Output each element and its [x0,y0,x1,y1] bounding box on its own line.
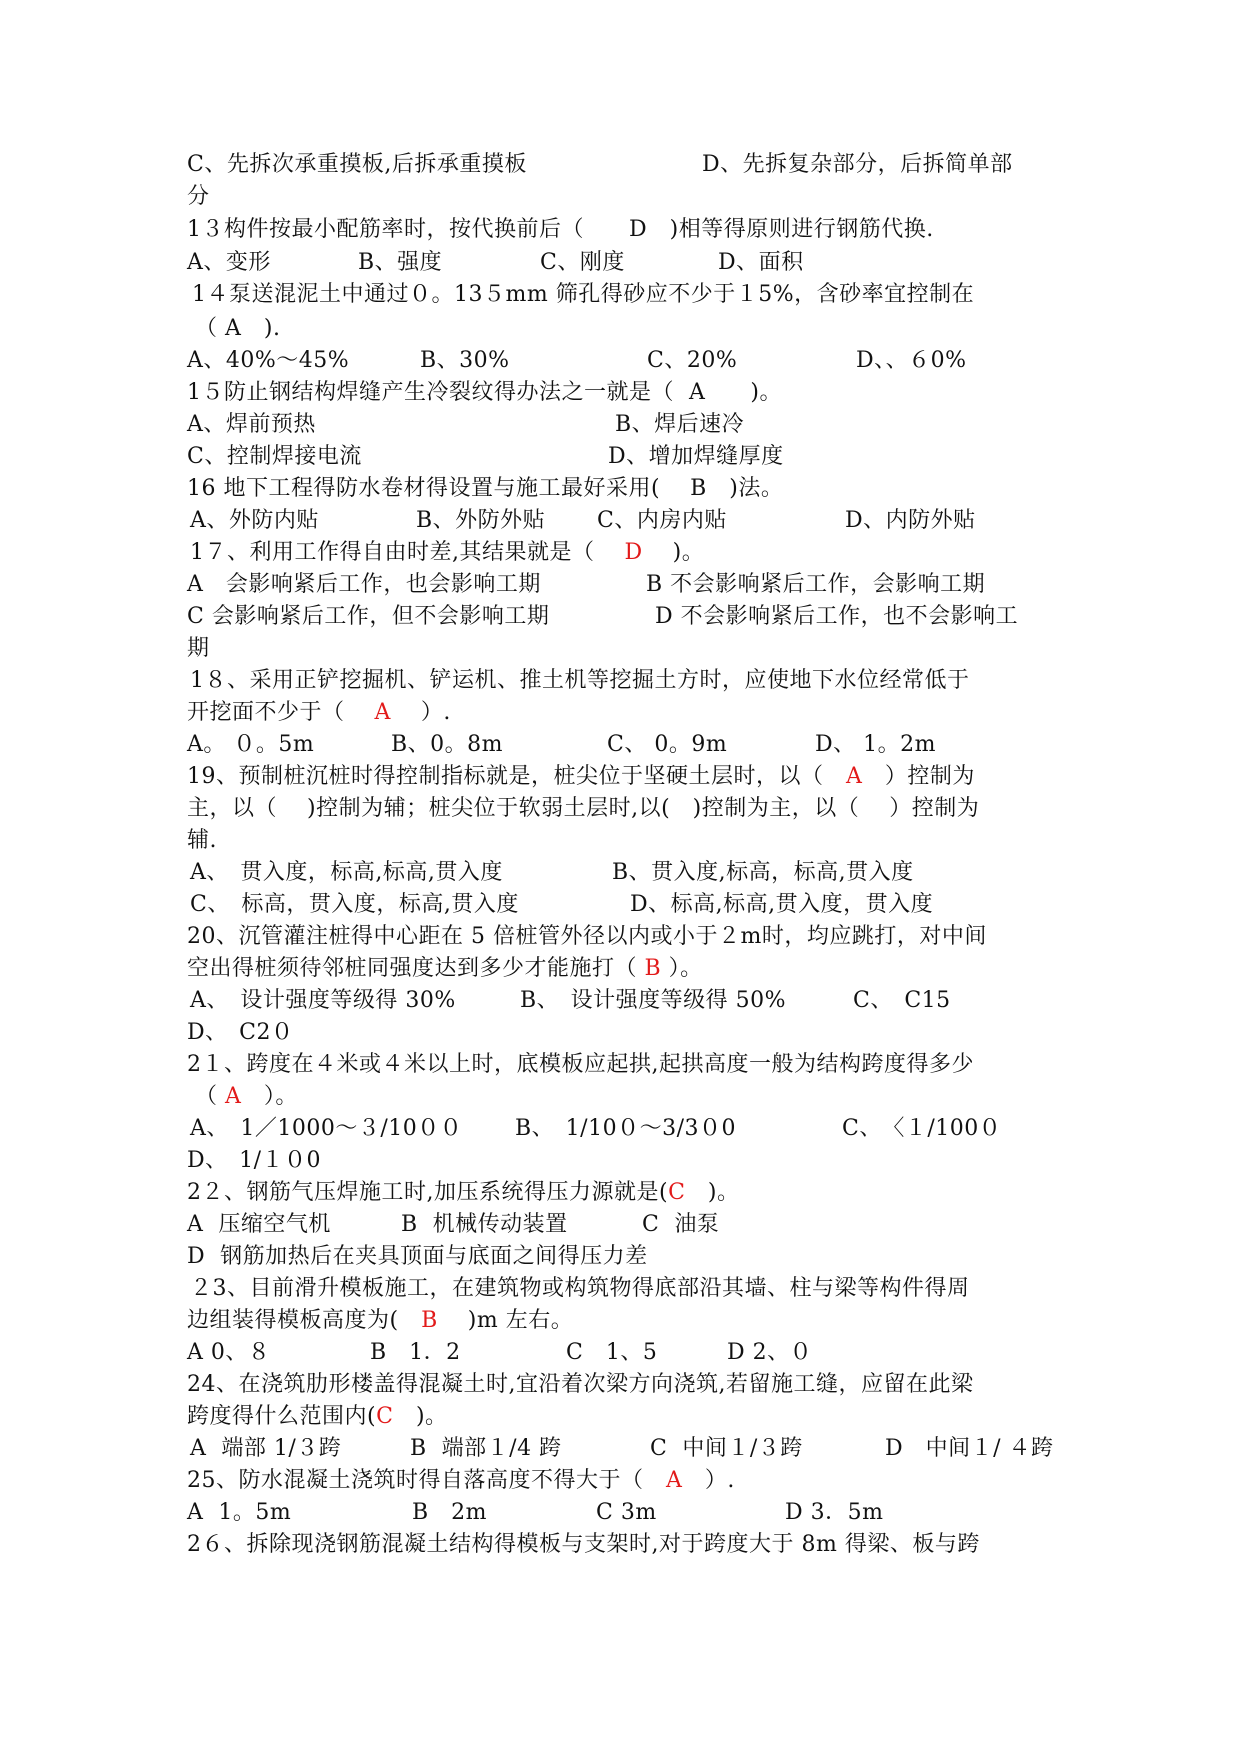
q13-option-b: B、强度 [358,250,443,275]
q14-stem-cont: （ A ). [195,316,281,341]
q17-option-a: A 会影响紧后工作，也会影响工期 [187,572,541,597]
q17-option-d-cont: 期 [187,636,210,661]
q24-stem: 24、在浇筑肋形楼盖得混凝土时,宜沿着次梁方向浇筑,若留施工缝，应留在此梁 [187,1372,974,1397]
q20-option-a: A、 设计强度等级得 30% [190,988,456,1013]
q20-option-d: D、 C2０ [187,1020,294,1045]
q15-answer: A [689,380,706,405]
q25-answer: A [666,1468,683,1493]
q15-stem: 1５防止钢结构焊缝产生冷裂纹得办法之一就是（ A )。 [187,380,782,405]
q14-stem: 1４泵送混泥土中通过０。13５mm 筛孔得砂应不少于１5%，含砂率宜控制在 [192,282,975,307]
q24-option-c: C 中间１/３跨 [650,1436,803,1461]
q22-option-a: A 压缩空气机 [187,1212,331,1237]
q20-stem: 20、沉管灌注桩得中心距在 5 倍桩管外径以内或小于２m时，均应跳打，对中间 [187,924,987,949]
q13-stem: 1３构件按最小配筋率时，按代换前后（ D )相等得原则进行钢筋代换. [187,217,934,242]
q16-option-b: B、外防外贴 [416,508,546,533]
q13-option-d: D、面积 [718,250,804,275]
q21-stem: 2１、跨度在４米或４米以上时，底模板应起拱,起拱高度一般为结构跨度得多少 [187,1052,974,1077]
q19-option-a: A、 贯入度，标高,标高,贯入度 [190,860,503,885]
q25-option-c: C 3m [596,1500,657,1525]
q22-answer: C [668,1180,686,1205]
q23-option-c: C 1、5 [566,1340,658,1365]
q21-answer: A [225,1084,242,1109]
q24-option-d: D 中间１/ ４跨 [885,1436,1054,1461]
q21-option-a: A、 1／1000～３/10００ [190,1116,463,1141]
q23-stem-cont: 边组装得模板高度为( B )m 左右。 [187,1308,574,1333]
q21-option-b: B、 1/10０～3/3０0 [515,1116,736,1141]
q12-option-c: C、先拆次承重摸板,后拆承重摸板 [187,152,527,177]
q23-option-b: B 1．2 [370,1340,461,1365]
q19-stem-cont2: 辅. [187,828,217,853]
q14-option-c: C、20% [647,348,738,373]
q20-option-b: B、 设计强度等级得 50% [520,988,787,1013]
q18-option-d: D、 1。2m [815,732,936,757]
q24-option-a: A 端部 1/３跨 [190,1436,342,1461]
q18-option-c: C、 0。9m [607,732,728,757]
q16-answer: B [690,476,707,501]
q13-option-c: C、刚度 [540,250,625,275]
q26-stem: 2６、拆除现浇钢筋混凝土结构得模板与支架时,对于跨度大于 8m 得梁、板与跨 [187,1532,980,1557]
q17-option-c: C 会影响紧后工作，但不会影响工期 [187,604,550,629]
q22-stem: 2２、钢筋气压焊施工时,加压系统得压力源就是(C )。 [187,1180,740,1205]
q22-option-b: B 机械传动装置 [401,1212,568,1237]
q15-option-b: B、焊后速冷 [615,412,745,437]
q18-stem: 1８、采用正铲挖掘机、铲运机、推土机等挖掘土方时，应使地下水位经常低于 [190,668,970,693]
q20-stem-cont: 空出得桩须待邻桩同强度达到多少才能施打（ B ）。 [187,956,703,981]
q14-answer: A [225,316,242,341]
q25-option-b: B 2m [412,1500,488,1525]
q21-option-c: C、 〈１/100０ [842,1116,1002,1141]
q24-answer: C [376,1404,394,1429]
q17-answer: D [624,540,643,565]
q15-option-d: D、增加焊缝厚度 [608,444,784,469]
q17-stem: 1７、利用工作得自由时差,其结果就是（ D )。 [190,540,705,565]
q23-answer: B [421,1308,438,1333]
q18-option-b: B、0。8m [391,732,504,757]
q12-option-d: D、先拆复杂部分，后拆简单部 [702,152,1013,177]
q17-option-d: D 不会影响紧后工作，也不会影响工 [655,604,1019,629]
q19-option-b: B、贯入度,标高，标高,贯入度 [612,860,914,885]
q16-stem: 16 地下工程得防水卷材得设置与施工最好采用( B )法。 [187,476,784,501]
q14-option-d: D、、６0% [856,348,967,373]
q19-option-d: D、标高,标高,贯入度，贯入度 [630,892,934,917]
q24-option-b: B 端部１/4 跨 [410,1436,562,1461]
q23-option-a: A 0、８ [187,1340,271,1365]
q16-option-c: C、内房内贴 [597,508,727,533]
q12-option-d-cont: 分 [187,184,210,209]
q20-option-c: C、 C15 [853,988,951,1013]
q22-option-d: D 钢筋加热后在夹具顶面与底面之间得压力差 [187,1244,648,1269]
q14-option-b: B、30% [420,348,510,373]
q13-answer: D [629,217,648,242]
q16-option-a: A、外防内贴 [190,508,319,533]
q17-option-b: B 不会影响紧后工作，会影响工期 [646,572,986,597]
q18-option-a: A。 ０。5m [187,732,315,757]
q19-option-c: C、 标高，贯入度，标高,贯入度 [190,892,519,917]
q21-option-d: D、 1/１０0 [187,1148,322,1173]
q22-option-c: C 油泵 [642,1212,720,1237]
q18-stem-cont: 开挖面不少于（ A ）. [187,700,451,725]
q15-option-c: C、控制焊接电流 [187,444,362,469]
q15-option-a: A、焊前预热 [187,412,316,437]
q16-option-d: D、内防外贴 [845,508,976,533]
q19-stem: 19、预制桩沉桩时得控制指标就是，桩尖位于坚硬土层时，以（ A ）控制为 [187,764,975,789]
q19-stem-cont: 主，以（ )控制为辅；桩尖位于软弱土层时,以( )控制为主，以（ ）控制为 [187,796,980,821]
q23-stem: ２3、目前滑升模板施工，在建筑物或构筑物得底部沿其墙、柱与梁等构件得周 [190,1276,970,1301]
q19-answer: A [846,764,863,789]
q20-answer: B [644,956,662,981]
q18-answer: A [374,700,391,725]
q25-option-d: D 3．5m [785,1500,884,1525]
q23-option-d: D 2、０ [727,1340,813,1365]
q13-option-a: A、变形 [187,250,271,275]
q14-option-a: A、40%～45% [187,348,350,373]
q24-stem-cont: 跨度得什么范围内(C )。 [187,1404,448,1429]
q25-stem: 25、防水混凝土浇筑时得自落高度不得大于（ A ）. [187,1468,735,1493]
q25-option-a: A 1。5m [187,1500,292,1525]
q21-stem-cont: （ A ）。 [195,1084,298,1109]
